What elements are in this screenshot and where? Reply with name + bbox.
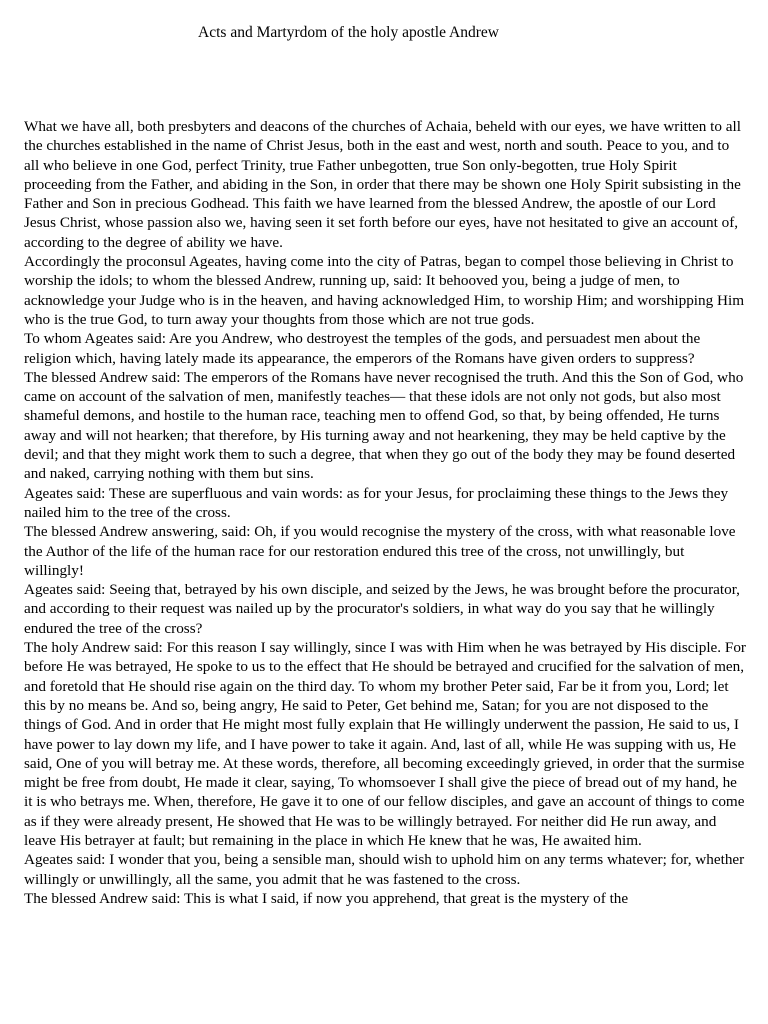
paragraph-1: What we have all, both presbyters and deacons of the churches of Achaia, beheld with our eyes, we have written to all the churches established in the name of Christ Jesus, both in the east and west, north and south. Peace to you, and to all who believe in one God, perfect Trinity, true Father unbegotten, true Son only-begotten, true Holy Spirit proceeding from the Father, and abiding in the Son, in order that there may be shown one Holy Spirit subsisting in the Father and Son in precious Godhead. This faith we have learned from the blessed Andrew, the apostle of our Lord Jesus Christ, whose passion also we, having seen it set forth before our eyes, have not hesitated to give an account of, according to the degree of ability we have. bbox=[24, 118, 741, 251]
document-body bbox=[24, 117, 748, 908]
paragraph-10: The blessed Andrew said: This is what I said, if now you apprehend, that great is the mystery of the bbox=[24, 889, 629, 907]
paragraph-4: The blessed Andrew said: The emperors of the Romans have never recognised the truth. And this the Son of God, who came on account of the salvation of men, manifestly teaches— that these idols are not only not gods, but also most shameful demons, and hostile to the human race, teaching men to offend God, so that, by being offended, He turns away and will not hearken; that therefore, by His turning away and not hearkening, they may be held captive by the devil; and that they might work them to such a degree, that when they go out of the body they may be found deserted and naked, carrying nothing with them but sins. bbox=[24, 368, 744, 483]
paragraph-8: The holy Andrew said: For this reason I say willingly, since I was with Him when he was betrayed by His disciple. For before He was betrayed, He spoke to us to the effect that He should be betrayed and crucified for the salvation of men, and foretold that He should rise again on the third day. To whom my brother Peter said, Far be it from you, Lord; let this by no means be. And so, being angry, He said to Peter, Get behind me, Satan; for you are not disposed to the things of God. And in order that He might most fully explain that He willingly underwent the passion, He said to us, I have power to lay down my life, and I have power to take it again. And, last of all, while He was supping with us, He said, One of you will betray me. At these words, therefore, all becoming exceedingly grieved, in order that the surmise might be free from doubt, He made it clear, saying, To whomsoever I shall give the piece of bread out of my hand, he it is who betrays me. When, therefore, He gave it to one of our fellow disciples, and gave an account of things to come as if they were already present, He showed that He was to be willingly betrayed. For neither did He run away, and leave His betrayer at fault; but remaining in the place in which He knew that he was, He awaited him. bbox=[24, 639, 746, 849]
paragraph-9: Ageates said: I wonder that you, being a sensible man, should wish to uphold him on any terms whatever; for, whether willingly or unwillingly, all the same, you admit that he was fastened to the cross. bbox=[24, 851, 745, 888]
page-title: Acts and Martyrdom of the holy apostle Andrew bbox=[198, 24, 499, 41]
paragraph-6: The blessed Andrew answering, said: Oh, if you would recognise the mystery of the cross, with what reasonable love the Author of the life of the human race for our restoration endured this tree of the cross, not unwillingly, but willingly! bbox=[24, 523, 736, 579]
paragraph-7: Ageates said: Seeing that, betrayed by his own disciple, and seized by the Jews, he was brought before the procurator, and according to their request was nailed up by the procurator's soldiers, in what way do you say that he willingly endured the tree of the cross? bbox=[24, 581, 740, 637]
paragraph-3: To whom Ageates said: Are you Andrew, who destroyest the temples of the gods, and persuadest men about the religion which, having lately made its appearance, the emperors of the Romans have given orders to suppress? bbox=[24, 330, 701, 367]
paragraph-2: Accordingly the proconsul Ageates, having come into the city of Patras, began to compel those believing in Christ to worship the idols; to whom the blessed Andrew, running up, said: It behooved you, being a judge of men, to acknowledge your Judge who is in the heaven, and having acknowledged Him, to worship Him; and worshipping Him who is the true God, to turn away your thoughts from those which are not true gods. bbox=[24, 253, 745, 328]
paragraph-5: Ageates said: These are superfluous and vain words: as for your Jesus, for proclaiming these things to the Jews they nailed him to the tree of the cross. bbox=[24, 484, 729, 521]
